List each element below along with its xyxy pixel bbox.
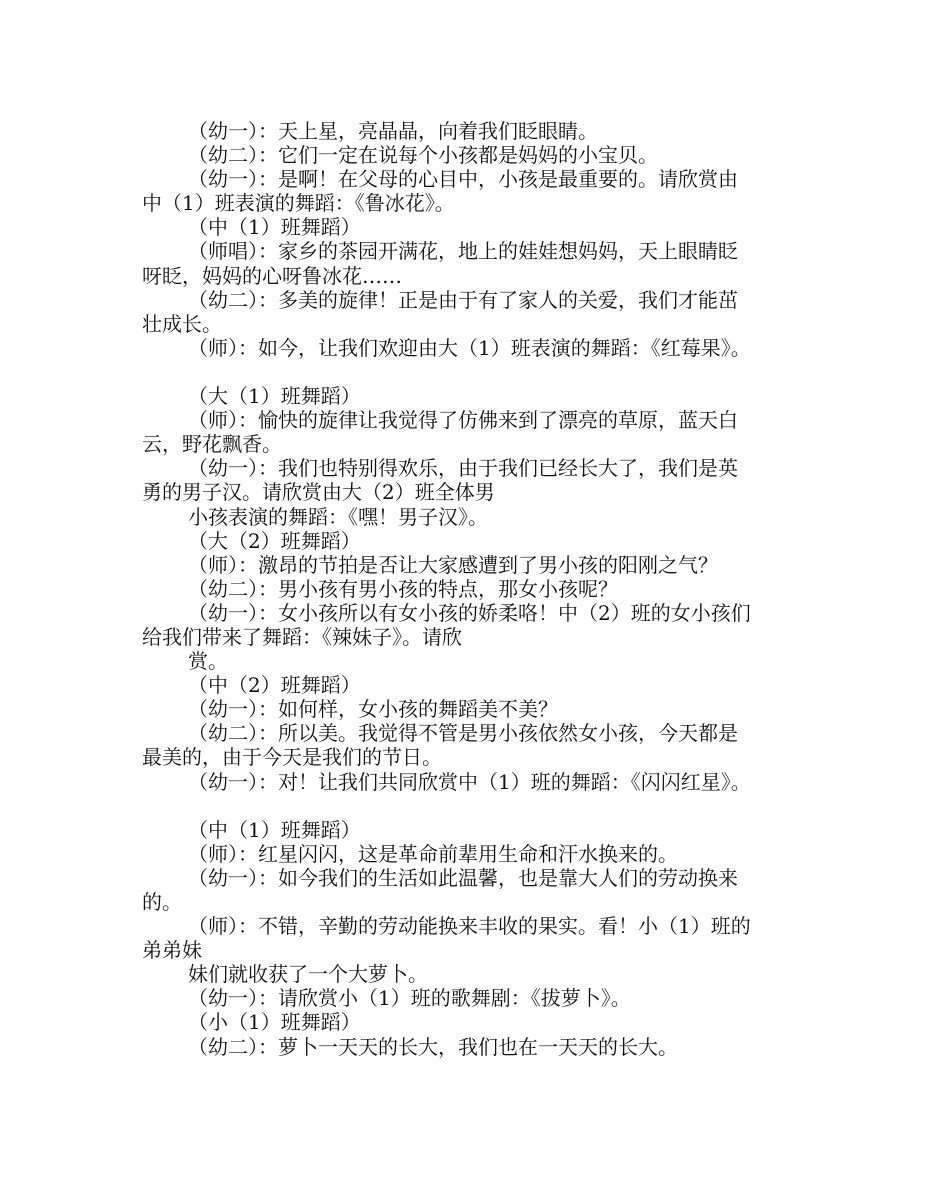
text-line: （师）：如今，让我们欢迎由大（1）班表演的舞蹈：《红莓果》。 <box>188 335 751 360</box>
text-line: （幼一）：如今我们的生活如此温馨，也是靠大人们的劳动换来 <box>188 865 738 890</box>
text-line: （幼一）：天上星，亮晶晶，向着我们眨眼睛。 <box>188 119 598 143</box>
text-line: （幼二）：它们一定在说每个小孩都是妈妈的小宝贝。 <box>188 143 658 168</box>
text-line: （幼二）：多美的旋律！正是由于有了家人的关爱，我们才能茁 <box>188 287 738 312</box>
text-line: （幼二）：所以美。我觉得不管是男小孩依然女小孩，今天都是 <box>188 721 738 746</box>
text-line: 给我们带来了舞蹈：《辣妹子》。请欣 <box>142 624 462 649</box>
blank-line <box>142 360 822 384</box>
text-line: （幼一）：是啊！在父母的心目中，小孩是最重要的。请欣赏由 <box>188 167 738 192</box>
text-line: （幼二）：萝卜一天天的长大，我们也在一天天的长大。 <box>188 1034 678 1059</box>
text-line: （中（2）班舞蹈） <box>188 673 361 698</box>
text-line: （师）：愉快的旋律让我觉得了仿佛来到了漂亮的草原，蓝天白 <box>188 408 738 433</box>
text-line: （师）：红星闪闪，这是革命前辈用生命和汗水换来的。 <box>188 841 678 866</box>
text-line: 弟弟妹 <box>142 938 202 963</box>
text-line: （师）：不错，辛勤的劳动能换来丰收的果实。看！小（1）班的 <box>188 914 751 939</box>
text-line: （师）：激昂的节拍是否让大家感遭到了男小孩的阳刚之气？ <box>188 552 718 577</box>
text-line: （大（1）班舞蹈） <box>188 384 361 409</box>
text-line: （师唱）：家乡的茶园开满花，地上的娃娃想妈妈，天上眼睛眨 <box>188 239 738 264</box>
text-line: 小孩表演的舞蹈：《嘿！男子汉》。 <box>188 504 488 529</box>
text-line: （大（2）班舞蹈） <box>188 528 361 553</box>
text-line: 妹们就收获了一个大萝卜。 <box>188 962 428 987</box>
text-line: （中（1）班舞蹈） <box>188 817 361 842</box>
blank-line <box>142 794 822 818</box>
text-line: （幼一）：对！让我们共同欣赏中（1）班的舞蹈：《闪闪红星》。 <box>188 769 751 794</box>
text-line: （幼一）：如何样，女小孩的舞蹈美不美？ <box>188 697 558 722</box>
text-line: 勇的男子汉。请欣赏由大（2）班全体男 <box>142 480 495 505</box>
text-line: 最美的，由于今天是我们的节日。 <box>142 745 442 770</box>
text-line: （幼一）：女小孩所以有女小孩的娇柔咯！中（2）班的女小孩们 <box>188 600 751 625</box>
text-line: 中（1）班表演的舞蹈：《鲁冰花》。 <box>142 191 455 216</box>
text-line: 呀眨，妈妈的心呀鲁冰花…… <box>142 263 402 288</box>
text-line: （幼二）：男小孩有男小孩的特点，那女小孩呢？ <box>188 576 618 601</box>
text-line: 壮成长。 <box>142 311 222 336</box>
text-line: （小（1）班舞蹈） <box>188 1010 361 1035</box>
text-line: 的。 <box>142 890 182 914</box>
text-line: （中（1）班舞蹈） <box>188 215 361 240</box>
text-line: 云，野花飘香。 <box>142 432 282 457</box>
text-line: 赏。 <box>188 649 228 674</box>
document-body <box>142 119 822 1059</box>
text-line: （幼一）：我们也特别得欢乐，由于我们已经长大了，我们是英 <box>188 456 738 481</box>
text-line: （幼一）：请欣赏小（1）班的歌舞剧：《拔萝卜》。 <box>188 986 631 1011</box>
